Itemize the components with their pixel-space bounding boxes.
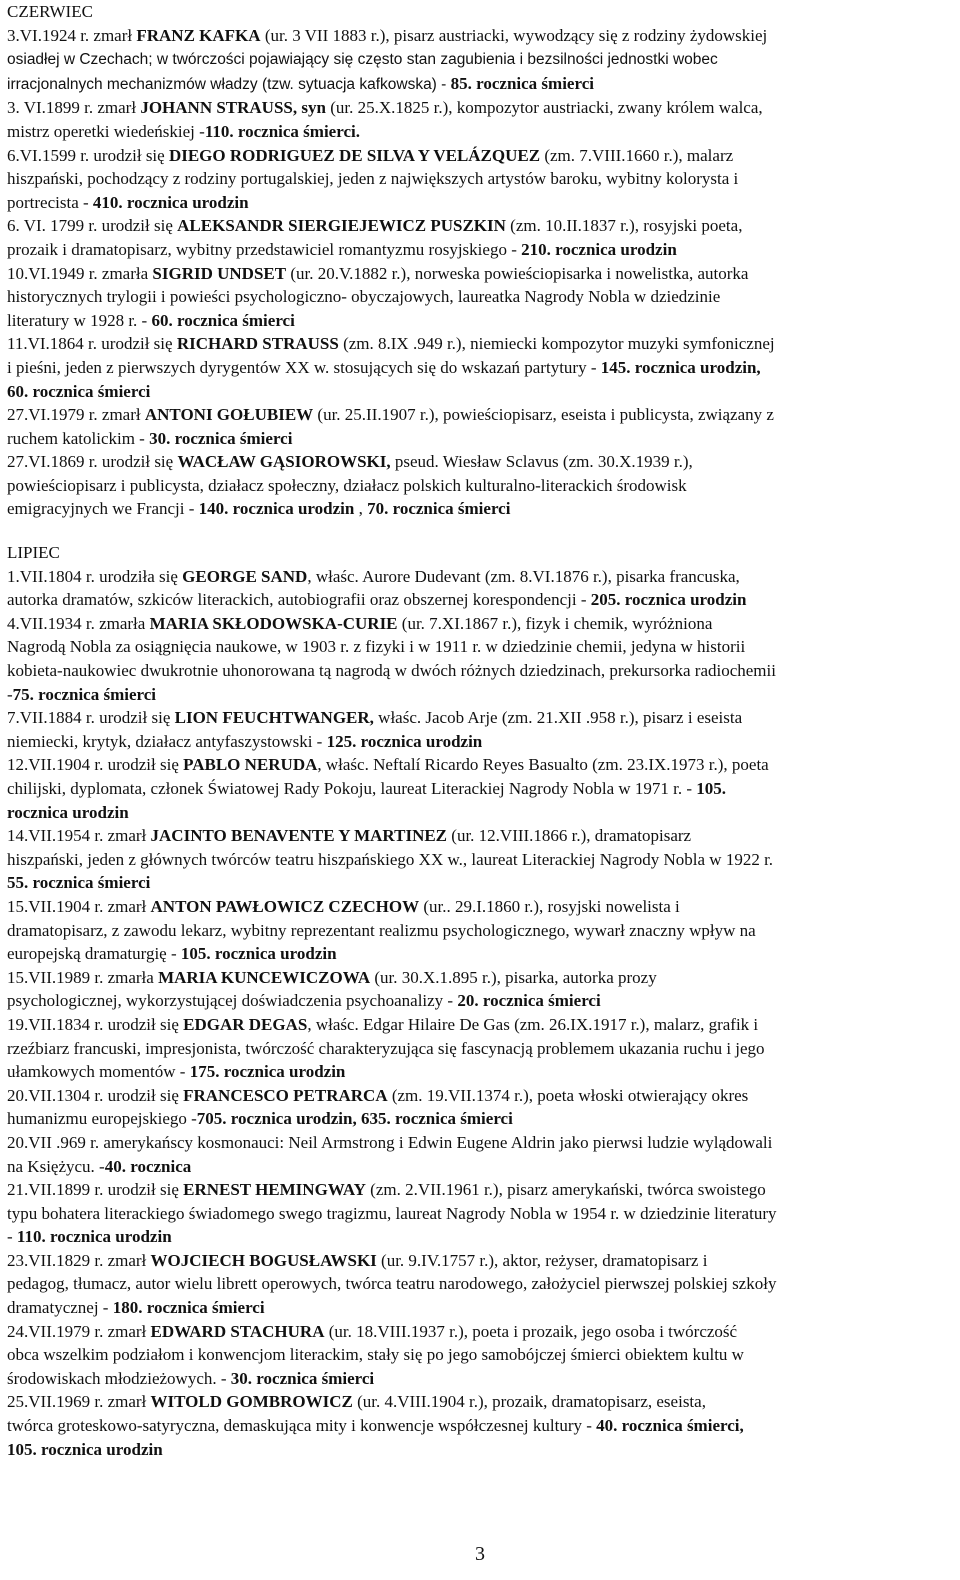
section-heading: LIPIEC [7, 543, 60, 563]
bold-run: 635. rocznica śmierci [360, 1109, 513, 1129]
text-line [7, 1249, 952, 1273]
bold-run: 30. rocznica śmierci [149, 428, 293, 448]
bold-run: 105. [696, 779, 727, 798]
bold-run: 40. rocznica [104, 1156, 192, 1176]
text-line [7, 1272, 952, 1296]
text-line [7, 1060, 952, 1084]
bold-run: 105. rocznica urodzin [7, 1439, 163, 1459]
text-run: prozaik i dramatopisarz, wybitny przedstawiciel romantyzmu rosyjskiego - [7, 239, 522, 259]
bold-run: 20. rocznica śmierci [457, 991, 601, 1011]
text-line [7, 214, 952, 238]
text-line [7, 144, 952, 168]
text-run: ułamkowych momentów - [7, 1062, 190, 1082]
text-run: i pieśni, jeden z pierwszych dyrygentów XX w. stosujących się do wskazań partytury - [7, 357, 601, 377]
bold-run: MARIA KUNCEWICZOWA [158, 967, 371, 987]
bold-run: DIEGO RODRIGUEZ DE SILVA Y VELÁZQUEZ [168, 145, 541, 165]
text-run: 24.VII.1979 r. zmarł [7, 1321, 151, 1341]
text-line [7, 683, 952, 707]
text-line [7, 167, 952, 191]
bold-run: 410. rocznica urodzin [92, 192, 249, 212]
text-line [7, 1225, 952, 1249]
text-run: (zm. 8.IX .949 r.), niemiecki kompozytor muzyki symfonicznej [338, 334, 775, 354]
bold-run: EDWARD STACHURA [150, 1321, 325, 1341]
text-run: powieściopisarz i publicysta, działacz społeczny, działacz polskich kulturalno-literackich środowisk [7, 475, 687, 495]
text-line [7, 824, 952, 848]
text-line [7, 427, 952, 451]
text-run: - [7, 684, 13, 704]
bold-run: 705. rocznica urodzin, [196, 1109, 357, 1129]
text-line [7, 895, 952, 919]
text-line [7, 285, 952, 309]
text-line [7, 1438, 952, 1462]
text-line [7, 332, 952, 356]
bold-run: 75. rocznica śmierci [12, 684, 157, 704]
text-line [7, 1202, 952, 1226]
text-run: 27.VI.1869 r. urodził się [7, 452, 178, 472]
bold-run: FRANCESCO PETRARCA [183, 1085, 388, 1105]
bold-run: ANTONI GOŁUBIEW [144, 405, 314, 425]
text-line [7, 1390, 952, 1414]
text-run: (zm. 19.VII.1374 r.), poeta włoski otwierający okres [387, 1085, 749, 1105]
text-run: obca wszelkim podziałom i konwencjom literackim, stały się po jego samobójczej śmierci obiektem kultu w [7, 1345, 744, 1365]
section-body [7, 24, 952, 521]
text-line [7, 730, 952, 754]
page-number: 3 [475, 1543, 485, 1565]
section-spacer [7, 521, 952, 541]
bold-run: SIGRID UNDSET [152, 263, 287, 283]
document-page [7, 0, 952, 1461]
text-line [7, 1178, 952, 1202]
text-run: osiadłej w Czechach; w twórczości pojawiający się często stan zagubienia i bezsilności jednostki wobec [7, 51, 718, 69]
text-line [7, 1107, 952, 1131]
text-line [7, 966, 952, 990]
bold-run: 60. rocznica śmierci [151, 310, 295, 330]
text-line [7, 1320, 952, 1344]
text-run: (ur. 12.VIII.1866 r.), dramatopisarz [447, 826, 692, 846]
text-line [7, 72, 952, 97]
text-line [7, 120, 952, 144]
text-line [7, 801, 952, 825]
text-line [7, 848, 952, 872]
text-run: właśc. Jacob Arje (zm. 21.XII .958 r.), pisarz i eseista [373, 708, 743, 728]
text-line [7, 238, 952, 262]
text-line [7, 612, 952, 636]
bold-run: JOHANN STRAUSS, syn [140, 98, 326, 118]
bold-run: MARIA SKŁODOWSKA-CURIE [149, 613, 398, 633]
text-run: pedagog, tłumacz, autor wielu librett operowych, twórca teatru narodowego, założyciel pierwszej polskiej szkoły [7, 1274, 777, 1294]
text-run: (zm. 2.VII.1961 r.), pisarz amerykański, twórca swoistego [365, 1180, 766, 1200]
text-run: 4.VII.1934 r. zmarła [7, 613, 150, 633]
bold-run: 40. rocznica śmierci, [596, 1416, 744, 1436]
bold-run: 85. rocznica śmierci [450, 73, 594, 93]
text-line [7, 262, 952, 286]
bold-run: 210. rocznica urodzin [521, 239, 677, 259]
text-run: 15.VII.1904 r. zmarł [7, 896, 151, 916]
bold-run: 60. rocznica śmierci [7, 381, 151, 401]
text-run: (ur. 3 VII 1883 r.), pisarz austriacki, wywodzący się z rodziny żydowskiej [260, 25, 768, 45]
bold-run: 70. rocznica śmierci [367, 499, 511, 519]
text-run: europejską dramaturgię - [7, 944, 181, 964]
bold-run: WOJCIECH BOGUSŁAWSKI [150, 1250, 377, 1270]
text-run: emigracyjnych we Francji - [7, 499, 199, 519]
text-run: portrecista - [7, 192, 93, 212]
text-line [7, 942, 952, 966]
bold-run: 110. rocznica śmierci. [204, 121, 360, 141]
text-run: irracjonalnych mechanizmów władzy (tzw. sytuacja kafkowska) - [7, 75, 451, 93]
text-run: typu bohatera literackiego świadomego swego tragizmu, laureat Nagrody Nobla w 1954 r. w dziedzinie literatury [7, 1203, 777, 1223]
text-line [7, 565, 952, 589]
text-run: niemiecki, krytyk, działacz antyfaszystowski - [7, 731, 327, 751]
text-line [7, 706, 952, 730]
text-line [7, 659, 952, 683]
bold-run: 140. rocznica urodzin [198, 499, 355, 519]
text-line [7, 753, 952, 777]
text-run: , właśc. Aurore Dudevant (zm. 8.VI.1876 r.), pisarka francuska, [307, 566, 740, 586]
text-line [7, 497, 952, 521]
bold-run: RICHARD STRAUSS [176, 334, 339, 354]
text-run: (ur. 18.VIII.1937 r.), poeta i prozaik, jego osoba i twórczość [324, 1321, 738, 1341]
text-run: (ur. 25.II.1907 r.), powieściopisarz, eseista i publicysta, związany z [313, 405, 774, 425]
text-run: 3. VI.1899 r. zmarł [7, 98, 141, 118]
text-line [7, 474, 952, 498]
text-line [7, 919, 952, 943]
text-run: (zm. 10.II.1837 r.), rosyjski poeta, [505, 216, 743, 236]
text-run: (ur. 9.IV.1757 r.), aktor, reżyser, dramatopisarz i [376, 1250, 708, 1270]
text-run: (ur. 20.V.1882 r.), norweska powieściopisarka i nowelistka, autorka [286, 263, 749, 283]
bold-run: GEORGE SAND [182, 566, 308, 586]
bold-run: ERNEST HEMINGWAY [183, 1180, 366, 1200]
text-line [7, 871, 952, 895]
text-run: 3.VI.1924 r. zmarł [7, 25, 137, 45]
text-run: , właśc. Edgar Hilaire De Gas (zm. 26.IX.1917 r.), malarz, grafik i [307, 1014, 759, 1034]
bold-run: 145. rocznica urodzin, [600, 357, 761, 377]
text-run: literatury w 1928 r. - [7, 310, 152, 330]
text-run: chilijski, dyplomata, członek Światowej Rady Pokoju, laureat Literackiej Nagrody Nobla w 1971 r. - [7, 779, 697, 798]
bold-run: PABLO NERUDA [183, 755, 318, 775]
text-run: mistrz operetki wiedeńskiej - [7, 121, 205, 141]
text-line [7, 47, 952, 72]
section-lipiec [7, 541, 952, 1461]
text-run: 6.VI.1599 r. urodził się [7, 145, 169, 165]
bold-run: 180. rocznica śmierci [112, 1298, 265, 1318]
text-run: 6. VI. 1799 r. urodził się [7, 216, 178, 236]
text-run: autorka dramatów, szkiców literackich, autobiografii oraz obszernej korespondencji - [7, 590, 591, 610]
text-line [7, 1131, 952, 1155]
bold-run: LION FEUCHTWANGER, [174, 708, 374, 728]
bold-run: 55. rocznica śmierci [7, 873, 151, 893]
section-czerwiec [7, 0, 952, 521]
bold-run: 105. rocznica urodzin [180, 944, 337, 964]
text-line [7, 1367, 952, 1391]
text-line [7, 1155, 952, 1179]
text-line [7, 1414, 952, 1438]
text-line [7, 356, 952, 380]
bold-run: ALEKSANDR SIERGIEJEWICZ PUSZKIN [177, 216, 506, 236]
text-line [7, 1343, 952, 1367]
text-run: dramatopisarz, z zawodu lekarz, wybitny reprezentant realizmu psychologicznego, wywarł znaczny wpływ na [7, 920, 756, 940]
bold-run: JACINTO BENAVENTE Y MARTINEZ [150, 826, 448, 846]
bold-run: FRANZ KAFKA [136, 25, 261, 45]
bold-run: 125. rocznica urodzin [326, 731, 483, 751]
text-run: 14.VII.1954 r. zmarł [7, 826, 151, 846]
text-run: (ur. 30.X.1.895 r.), pisarka, autorka prozy [370, 967, 657, 987]
text-line [7, 1037, 952, 1061]
text-run: środowiskach młodzieżowych. - [7, 1368, 231, 1388]
text-run: twórca groteskowo-satyryczna, demaskująca mity i konwencje współczesnej kultury - [7, 1416, 597, 1436]
text-run: 23.VII.1829 r. zmarł [7, 1250, 151, 1270]
bold-run: ANTON PAWŁOWICZ CZECHOW [150, 896, 420, 916]
bold-run: 175. rocznica urodzin [189, 1062, 346, 1082]
text-run: Nagrodą Nobla za osiągnięcia naukowe, w 1903 r. z fizyki i w 1911 r. w dziedzinie chemii, jedyna w historii [7, 637, 746, 657]
text-run: 27.VI.1979 r. zmarł [7, 405, 145, 425]
text-run: hiszpański, jeden z głównych twórców teatru hiszpańskiego XX w., laureat Literackiej Nagrody Nobla w 1922 r. [7, 849, 774, 869]
bold-run: rocznica urodzin [7, 802, 129, 822]
text-run: 1.VII.1804 r. urodziła się [7, 566, 183, 586]
text-line [7, 1296, 952, 1320]
text-run: 7.VII.1884 r. urodził się [7, 708, 175, 728]
text-run: 19.VII.1834 r. urodził się [7, 1014, 184, 1034]
bold-run: 110. rocznica urodzin [16, 1227, 172, 1247]
bold-run: WITOLD GOMBROWICZ [150, 1392, 353, 1412]
text-run: (ur.. 29.I.1860 r.), rosyjski nowelista i [419, 896, 680, 916]
section-heading: CZERWIEC [7, 2, 93, 21]
text-line [7, 989, 952, 1013]
text-line [7, 1013, 952, 1037]
text-line [7, 380, 952, 404]
text-run: (ur. 25.X.1825 r.), kompozytor austriacki, zwany królem walca, [325, 98, 763, 118]
text-run: , właśc. Neftalí Ricardo Reyes Basualto (zm. 23.IX.1973 r.), poeta [317, 755, 769, 775]
text-run: historycznych trylogii i powieści psychologiczno- obyczajowych, laureatka Nagrody Nobla w dziedzinie [7, 287, 721, 307]
text-run: (ur. 4.VIII.1904 r.), prozaik, dramatopisarz, eseista, [352, 1392, 706, 1412]
text-run: 12.VII.1904 r. urodził się [7, 755, 184, 775]
text-line [7, 777, 952, 801]
text-run: psychologicznej, wykorzystującej doświadczenia psychoanalizy - [7, 991, 458, 1011]
text-run: ruchem katolickim - [7, 428, 150, 448]
text-run: - [7, 1227, 17, 1247]
text-run: hiszpański, pochodzący z rodziny portugalskiej, jeden z największych artystów baroku, wybitny kolorysta i [7, 169, 739, 189]
text-line [7, 450, 952, 474]
text-line [7, 403, 952, 427]
text-line [7, 635, 952, 659]
text-run: (ur. 7.XI.1867 r.), fizyk i chemik, wyróżniona [397, 613, 713, 633]
text-line [7, 309, 952, 333]
text-run: 20.VII .969 r. amerykańscy kosmonauci: Neil Armstrong i Edwin Eugene Aldrin jako pierwsi ludzie wylądowali [7, 1132, 773, 1152]
text-line [7, 96, 952, 120]
bold-run: 30. rocznica śmierci [230, 1368, 375, 1388]
text-line [7, 588, 952, 612]
text-run: 15.VII.1989 r. zmarła [7, 967, 159, 987]
text-run: humanizmu europejskiego - [7, 1109, 197, 1129]
section-body [7, 565, 952, 1462]
text-run: , [354, 499, 368, 519]
text-run: kobieta-naukowiec dwukrotnie uhonorowana tą nagrodą w dwóch różnych dziedzinach, prekursorka radiochemii [7, 661, 776, 681]
text-run: 11.VI.1864 r. urodził się [7, 334, 177, 354]
text-run: dramatycznej - [7, 1298, 113, 1318]
bold-run: EDGAR DEGAS [183, 1014, 308, 1034]
text-line [7, 24, 952, 48]
text-run: 25.VII.1969 r. zmarł [7, 1392, 151, 1412]
bold-run: 205. rocznica urodzin [590, 590, 747, 610]
text-run: 10.VI.1949 r. zmarła [7, 263, 153, 283]
text-line [7, 191, 952, 215]
text-run: pseud. Wiesław Sclavus (zm. 30.X.1939 r.), [390, 452, 693, 472]
text-line [7, 1084, 952, 1108]
text-run: rzeźbiarz francuski, impresjonista, twórczość charakteryzująca się fascynacją problemem ukazania ruchu i jego [7, 1038, 765, 1058]
bold-run: WACŁAW GĄSIOROWSKI, [177, 452, 391, 472]
text-run: (zm. 7.VIII.1660 r.), malarz [540, 145, 734, 165]
text-run: 20.VII.1304 r. urodził się [7, 1085, 184, 1105]
text-run: na Księżycu. - [7, 1156, 105, 1176]
text-run: 21.VII.1899 r. urodził się [7, 1180, 184, 1200]
